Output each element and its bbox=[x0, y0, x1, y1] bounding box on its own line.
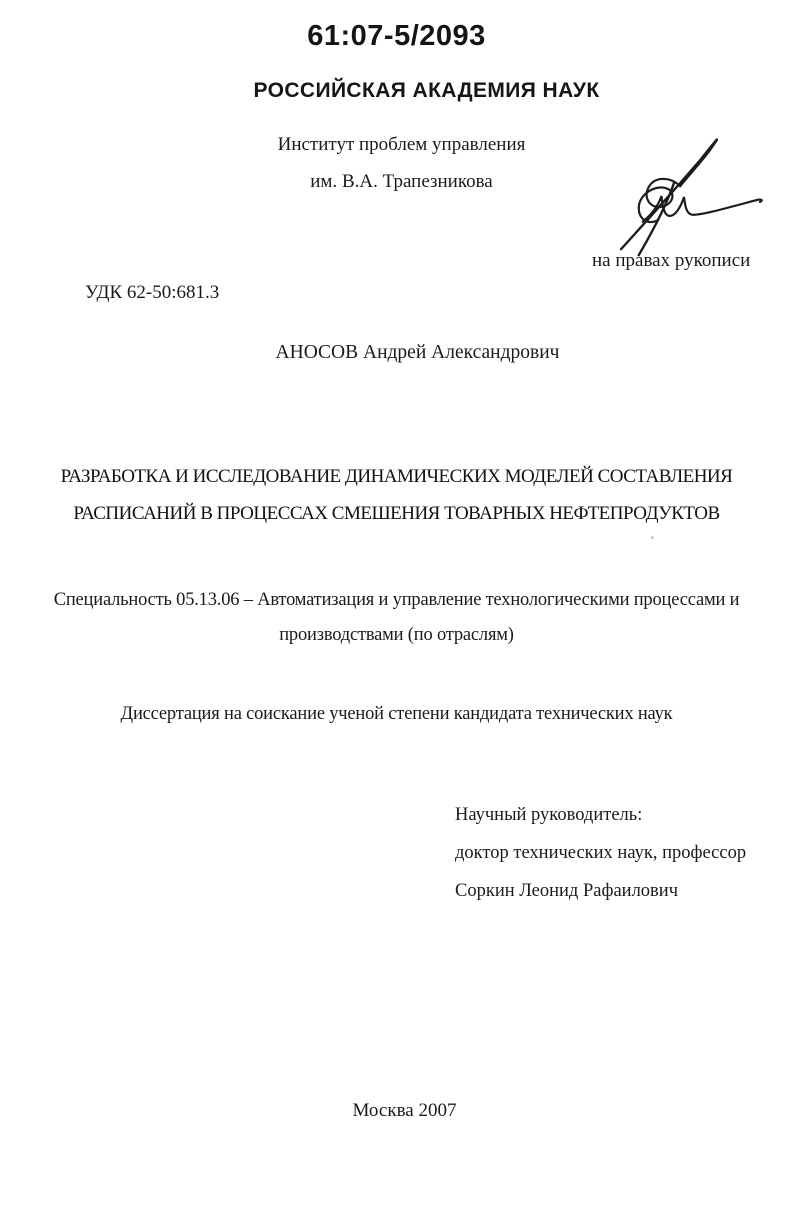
handwritten-signature bbox=[588, 133, 788, 261]
dissertation-title-line1: РАЗРАБОТКА И ИССЛЕДОВАНИЕ ДИНАМИЧЕСКИХ МОДЕЛЕЙ СОСТАВЛЕНИЯ bbox=[60, 466, 733, 487]
supervisor-label: Научный руководитель: bbox=[455, 805, 643, 825]
supervisor-name: Соркин Леонид Рафаилович bbox=[455, 881, 678, 901]
author-name: АНОСОВ Андрей Александрович bbox=[275, 342, 560, 363]
scan-speck-artifact bbox=[651, 536, 654, 539]
specialty bbox=[0, 583, 793, 653]
specialty-line2: производствами (по отраслям) bbox=[279, 625, 514, 645]
city-year: Москва 2007 bbox=[352, 1100, 457, 1121]
dissertation-title-line2: РАСПИСАНИЙ В ПРОЦЕССАХ СМЕШЕНИЯ ТОВАРНЫХ НЕФТЕПРОДУКТОВ bbox=[73, 503, 720, 524]
specialty-line1: Специальность 05.13.06 – Автоматизация и управление технологическими процессами и bbox=[53, 590, 740, 610]
academy-name: РОССИЙСКАЯ АКАДЕМИЯ НАУК bbox=[253, 79, 600, 102]
supervisor-block bbox=[455, 796, 746, 910]
manuscript-note: на правах рукописи bbox=[592, 250, 751, 271]
catalog-number: 61:07-5/2093 bbox=[307, 20, 486, 52]
dissertation-statement: Диссертация на соискание ученой степени кандидата технических наук bbox=[120, 704, 673, 724]
udk-number: УДК 62-50:681.3 bbox=[85, 282, 220, 303]
signature-icon bbox=[588, 133, 788, 261]
supervisor-degree: доктор технических наук, профессор bbox=[455, 843, 747, 863]
institute-name-line1: Институт проблем управления bbox=[277, 134, 526, 155]
dissertation-title bbox=[0, 458, 793, 532]
institute-name-line2: им. В.А. Трапезникова bbox=[310, 171, 493, 192]
